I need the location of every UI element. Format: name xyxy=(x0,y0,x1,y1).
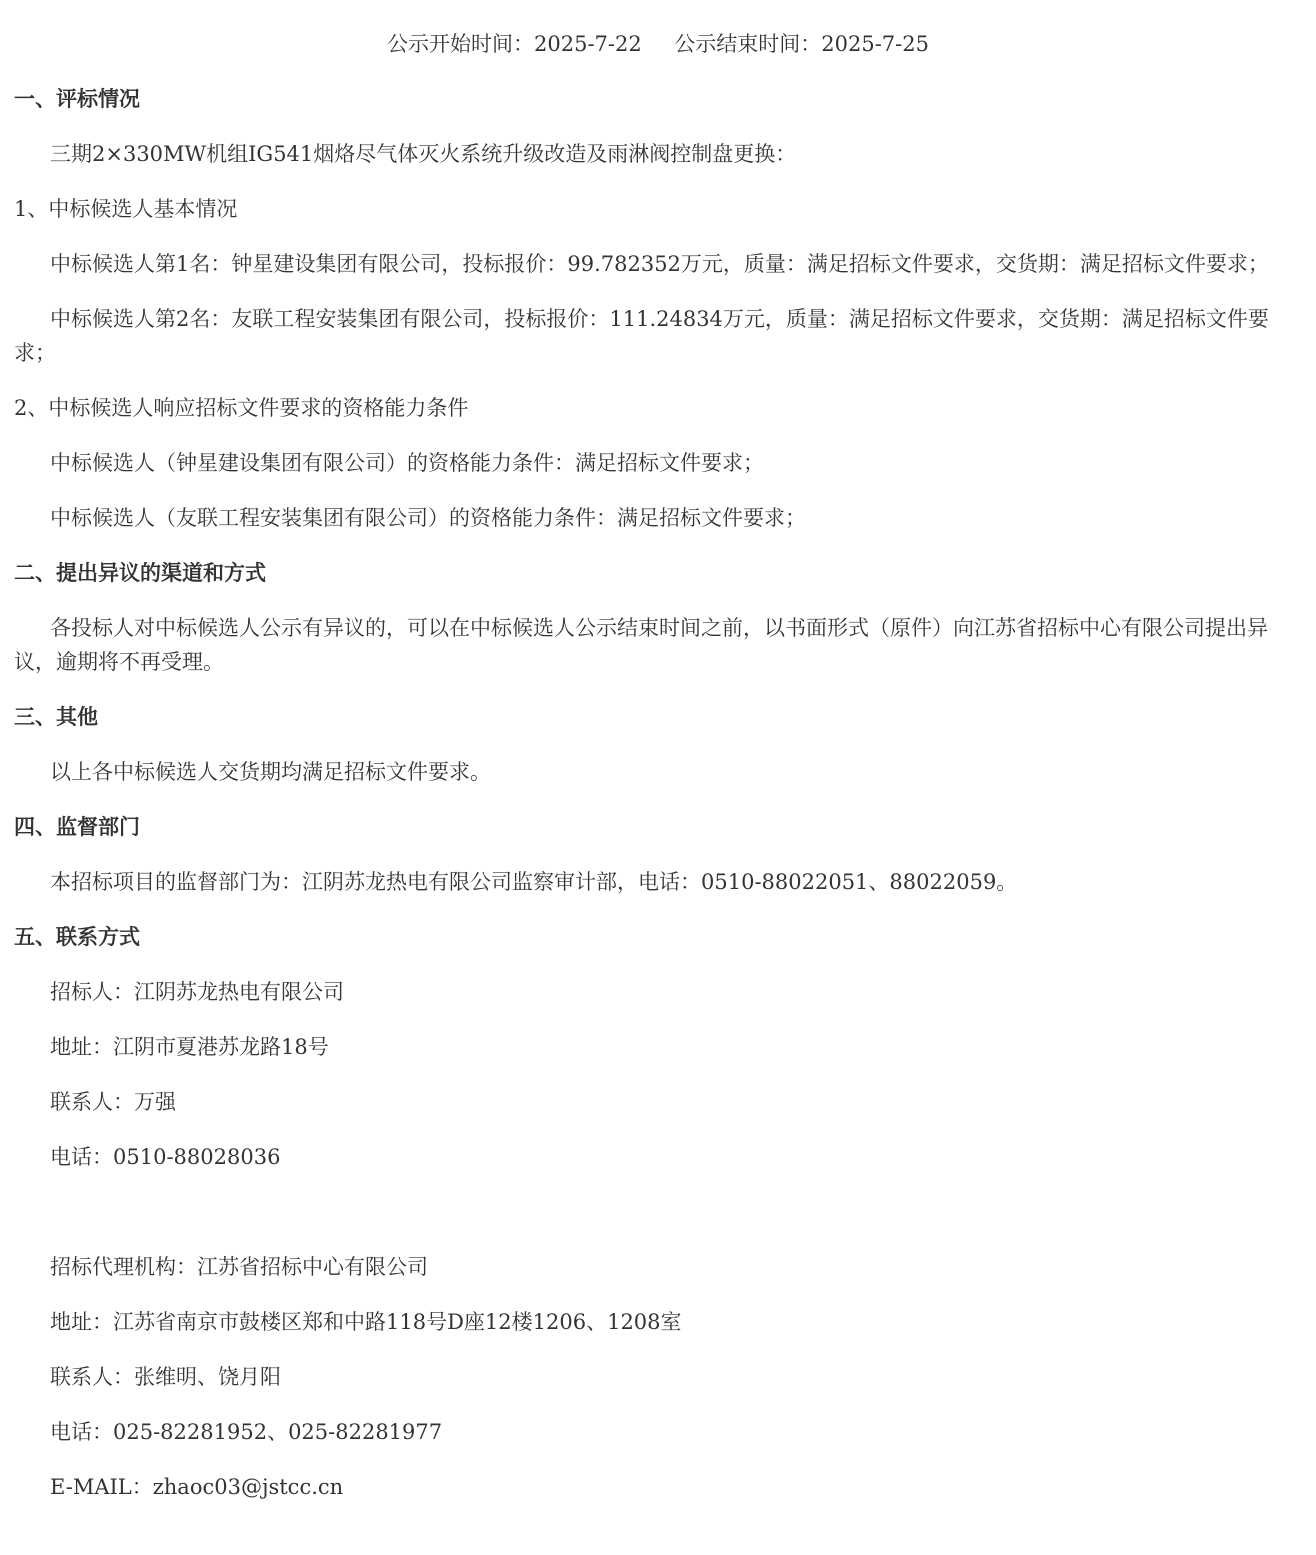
other-text: 以上各中标候选人交货期均满足招标文件要求。 xyxy=(50,760,491,784)
objection-text: 各投标人对中标候选人公示有异议的，可以在中标候选人公示结束时间之前，以书面形式（原件）向江苏省招标中心有限公司提出异议，逾期将不再受理。 xyxy=(14,616,1268,674)
agency-contact-person: 联系人：张维明、饶月阳 xyxy=(50,1365,281,1389)
subsection-candidates-title: 1、中标候选人基本情况 xyxy=(14,197,238,221)
publicity-start-date: 2025-7-22 xyxy=(534,32,642,56)
agency-phone: 电话：025-82281952、025-82281977 xyxy=(50,1420,443,1444)
agency-name: 招标代理机构：江苏省招标中心有限公司 xyxy=(50,1255,428,1279)
tenderer-name: 招标人：江阴苏龙热电有限公司 xyxy=(50,980,344,1004)
section-heading-objection: 二、提出异议的渠道和方式 xyxy=(14,560,266,585)
agency-address: 地址：江苏省南京市鼓楼区郑和中路118号D座12楼1206、1208室 xyxy=(50,1310,682,1334)
tenderer-phone: 电话：0510-88028036 xyxy=(50,1145,281,1169)
section-heading-contact: 五、联系方式 xyxy=(14,924,140,949)
tenderer-contact-person: 联系人：万强 xyxy=(50,1090,176,1114)
candidate-2-qualification: 中标候选人（友联工程安装集团有限公司）的资格能力条件：满足招标文件要求； xyxy=(50,506,806,530)
candidate-2-info: 中标候选人第2名：友联工程安装集团有限公司，投标报价：111.24834万元，质量：满足招标文件要求，交货期：满足招标文件要求； xyxy=(14,307,1269,365)
publicity-period xyxy=(14,27,1302,61)
blank-line xyxy=(14,1195,1302,1229)
subsection-qualification-title: 2、中标候选人响应招标文件要求的资格能力条件 xyxy=(14,396,469,420)
publicity-end-label: 公示结束时间： xyxy=(674,32,822,56)
candidate-1-qualification: 中标候选人（钟星建设集团有限公司）的资格能力条件：满足招标文件要求； xyxy=(50,451,764,475)
supervision-text: 本招标项目的监督部门为：江阴苏龙热电有限公司监察审计部，电话：0510-88022051、88022059。 xyxy=(50,870,1018,894)
publicity-start-label: 公示开始时间： xyxy=(387,32,534,56)
agency-email: E-MAIL：zhaoc03@jstcc.cn xyxy=(50,1475,344,1499)
section-heading-supervision: 四、监督部门 xyxy=(14,814,140,839)
section-heading-other: 三、其他 xyxy=(14,704,98,729)
project-title: 三期2×330MW机组IG541烟烙尽气体灭火系统升级改造及雨淋阀控制盘更换： xyxy=(50,142,797,166)
tenderer-address: 地址：江阴市夏港苏龙路18号 xyxy=(50,1035,329,1059)
candidate-1-info: 中标候选人第1名：钟星建设集团有限公司，投标报价：99.782352万元，质量：满足招标文件要求，交货期：满足招标文件要求； xyxy=(50,252,1269,276)
section-heading-evaluation: 一、评标情况 xyxy=(14,86,140,111)
publicity-end-date: 2025-7-25 xyxy=(821,32,929,56)
